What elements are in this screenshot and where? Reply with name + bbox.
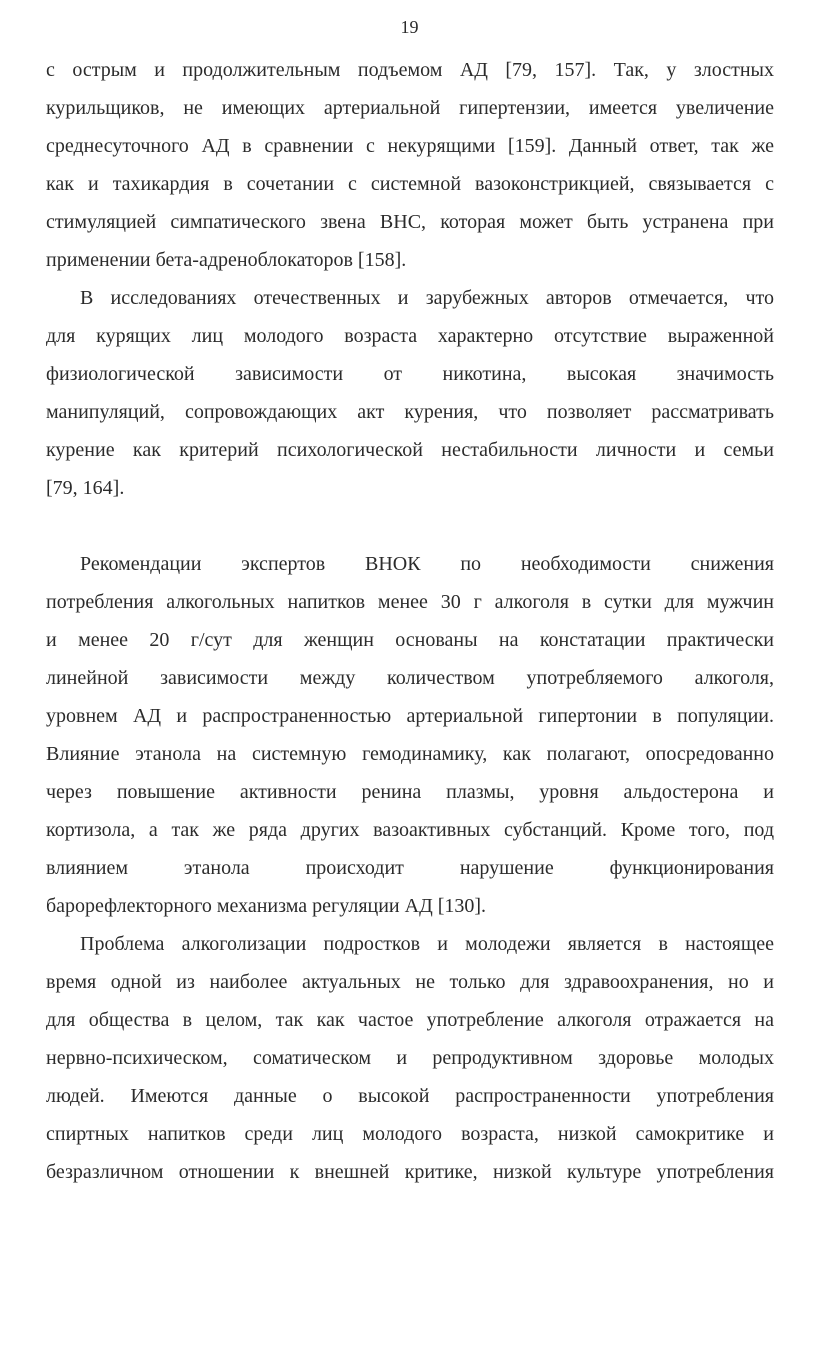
paragraph-line: манипуляций, сопровождающих акт курения, что позволяет рассматривать bbox=[46, 401, 774, 423]
paragraph-line: безразличном отношении к внешней критике, низкой культуре употребления bbox=[46, 1161, 774, 1183]
paragraph bbox=[46, 925, 774, 1191]
paragraph-line: [79, 164]. bbox=[46, 477, 125, 499]
paragraph-line: применении бета-адреноблокаторов [158]. bbox=[46, 249, 407, 271]
paragraph-line: Проблема алкоголизации подростков и молодежи является в настоящее bbox=[80, 933, 774, 955]
paragraph-line: курильщиков, не имеющих артериальной гипертензии, имеется увеличение bbox=[46, 97, 774, 119]
paragraph bbox=[46, 545, 774, 925]
paragraph-line: как и тахикардия в сочетании с системной вазоконстрикцией, связывается с bbox=[46, 173, 774, 195]
paragraph-line: среднесуточного АД в сравнении с некурящими [159]. Данный ответ, так же bbox=[46, 135, 774, 157]
paragraph-line: уровнем АД и распространенностью артериальной гипертонии в популяции. bbox=[46, 705, 774, 727]
paragraph-line: потребления алкогольных напитков менее 30 г алкоголя в сутки для мужчин bbox=[46, 591, 774, 613]
paragraph-line: стимуляцией симпатического звена ВНС, которая может быть устранена при bbox=[46, 211, 774, 233]
paragraph-line: Рекомендации экспертов ВНОК по необходимости снижения bbox=[80, 553, 774, 575]
paragraph-line: физиологической зависимости от никотина, высокая значимость bbox=[46, 363, 774, 385]
paragraph-line: линейной зависимости между количеством употребляемого алкоголя, bbox=[46, 667, 774, 689]
page-number: 19 bbox=[400, 17, 419, 37]
paragraph-line: для курящих лиц молодого возраста характерно отсутствие выраженной bbox=[46, 325, 774, 347]
paragraph bbox=[46, 51, 774, 279]
paragraph-line: нервно-психическом, соматическом и репродуктивном здоровье молодых bbox=[46, 1047, 774, 1069]
paragraph-line: время одной из наиболее актуальных не только для здравоохранения, но и bbox=[46, 971, 774, 993]
paragraph-line: спиртных напитков среди лиц молодого возраста, низкой самокритике и bbox=[46, 1123, 774, 1145]
paragraph-line: для общества в целом, так как частое употребление алкоголя отражается на bbox=[46, 1009, 774, 1031]
paragraph-line: барорефлекторного механизма регуляции АД [130]. bbox=[46, 895, 487, 917]
paragraph-line: людей. Имеются данные о высокой распространенности употребления bbox=[46, 1085, 774, 1107]
paragraph-line: курение как критерий психологической нестабильности личности и семьи bbox=[46, 439, 774, 461]
paragraph-line: кортизола, а так же ряда других вазоактивных субстанций. Кроме того, под bbox=[46, 819, 774, 841]
paragraph-line: влиянием этанола происходит нарушение функционирования bbox=[46, 857, 774, 879]
paragraph-line: с острым и продолжительным подъемом АД [79, 157]. Так, у злостных bbox=[46, 59, 774, 81]
paragraph-line: через повышение активности ренина плазмы, уровня альдостерона и bbox=[46, 781, 774, 803]
paragraph-line: Влияние этанола на системную гемодинамику, как полагают, опосредованно bbox=[46, 743, 774, 765]
paragraph bbox=[46, 279, 774, 507]
paragraph-line: и менее 20 г/сут для женщин основаны на констатации практически bbox=[46, 629, 774, 651]
paragraph-line: В исследованиях отечественных и зарубежных авторов отмечается, что bbox=[80, 287, 774, 309]
